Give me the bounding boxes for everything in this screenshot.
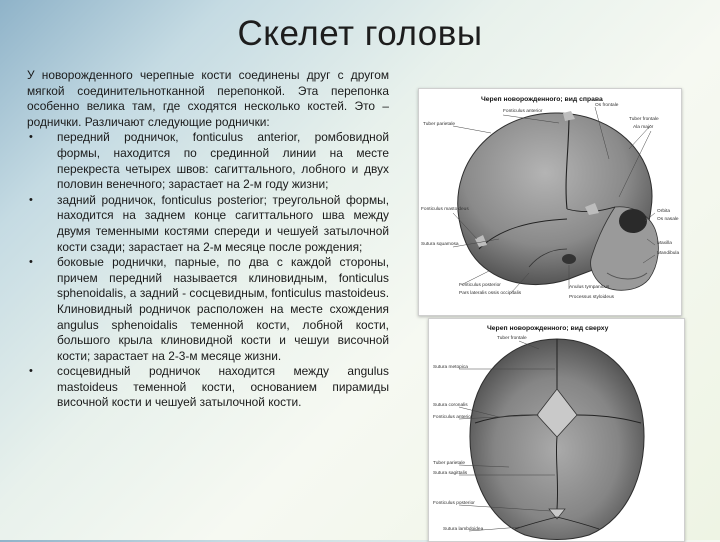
label-fonticulus-mastoideus: Fonticulus mastoideus xyxy=(421,207,469,212)
label-os-nasale: Os nasale xyxy=(657,217,679,222)
intro-paragraph: У новорожденного черепные кости соединены друг с другом мягкой соединительнотканной перепонкой. Эта перепонка особенно велика там, где сходятся несколько костей. Это – роднички. Различают следующие роднички: xyxy=(27,68,389,129)
label-pars-lateralis: Pars lateralis ossis occipitalis xyxy=(459,291,522,296)
label-os-frontale: Os frontale xyxy=(595,103,619,108)
label-orbita: Orbita xyxy=(657,209,671,214)
list-item-anterior xyxy=(27,130,389,192)
bullet-icon: • xyxy=(29,193,33,206)
slide-title: Скелет головы xyxy=(237,14,483,53)
label-processus-styloideus: Processus styloideus xyxy=(569,295,615,300)
list-item-posterior xyxy=(27,193,389,255)
figure-caption: Череп новорожденного; вид сверху xyxy=(487,325,609,332)
bullet-icon: • xyxy=(29,365,33,378)
label-sutura-metopica: Sutura metopica xyxy=(433,365,468,370)
label-tuber-parietale: Tuber parietale xyxy=(423,122,456,127)
label-mandibula: Mandibula xyxy=(657,251,680,256)
bullet-icon: • xyxy=(29,131,33,144)
label-tuber-frontale: Tuber frontale xyxy=(629,117,659,122)
label-fonticulus-posterior: Fonticulus posterior xyxy=(433,501,475,506)
label-sutura-squamosa: Sutura squamosa xyxy=(421,242,459,247)
label-fonticulus-posterior: Fonticulus posterior xyxy=(459,283,501,288)
label-anulus-tympanicus: Anulus tympanicus xyxy=(569,285,610,290)
skull-side-view-figure xyxy=(418,88,682,316)
label-fonticulus-anterior: Fonticulus anterior xyxy=(503,109,543,114)
label-tuber-frontale: Tuber frontale xyxy=(497,336,527,341)
list-item-text: боковые роднички, парные, по два с каждой стороны, причем передний называется клиновидным, fonticulus sphenoidalis, а задний - сосцевидным, fonticulus mastoideus. Клиновидный родничок расположен на месте схождения angulus sphenoidalis теменной кости, лобной кости, большого крыла клиновидной кости и чешуи височной кости; зарастает на 2-3-м месяце жизни. xyxy=(57,255,389,363)
list-item-mastoid xyxy=(27,364,389,411)
label-sutura-sagittalis: Sutura sagittalis xyxy=(433,471,468,476)
label-tuber-parietale: Tuber parietale xyxy=(433,461,466,466)
list-item-text: передний родничок, fonticulus anterior, ромбовидной формы, находится по срединной линии на месте перекреста четырех швов: сагиттального, лобного и двух половин венечного; зарастает на 2-м году жизни; xyxy=(57,130,389,192)
skull-top-view-figure xyxy=(428,318,685,542)
label-ala-major: Ala major xyxy=(633,125,654,130)
list-item-text: сосцевидный родничок находится между angulus mastoideus теменной кости, основанием пирамиды височной кости и чешуей затылочной кости. xyxy=(57,364,389,410)
bullet-icon: • xyxy=(29,256,33,269)
fontanelle-list xyxy=(27,130,389,411)
figure-caption: Череп новорожденного; вид справа xyxy=(481,96,603,103)
body-text xyxy=(27,68,389,411)
skull-top-illustration xyxy=(429,319,684,541)
label-sutura-coronalis: Sutura coronalis xyxy=(433,403,468,408)
label-sutura-lambdoidea: Sutura lambdoidea xyxy=(443,527,484,532)
label-fonticulus-anterior: Fonticulus anterior xyxy=(433,415,473,420)
label-maxilla: Maxilla xyxy=(657,241,672,246)
list-item-lateral xyxy=(27,255,389,364)
list-item-text: задний родничок, fonticulus posterior; треугольной формы, находится на заднем конце сагиттального шва между двумя теменными костями спереди и чешуей затылочной кости сзади; зарастает на 2-м месяце после рождения; xyxy=(57,192,389,254)
skull-side-illustration xyxy=(419,89,681,315)
